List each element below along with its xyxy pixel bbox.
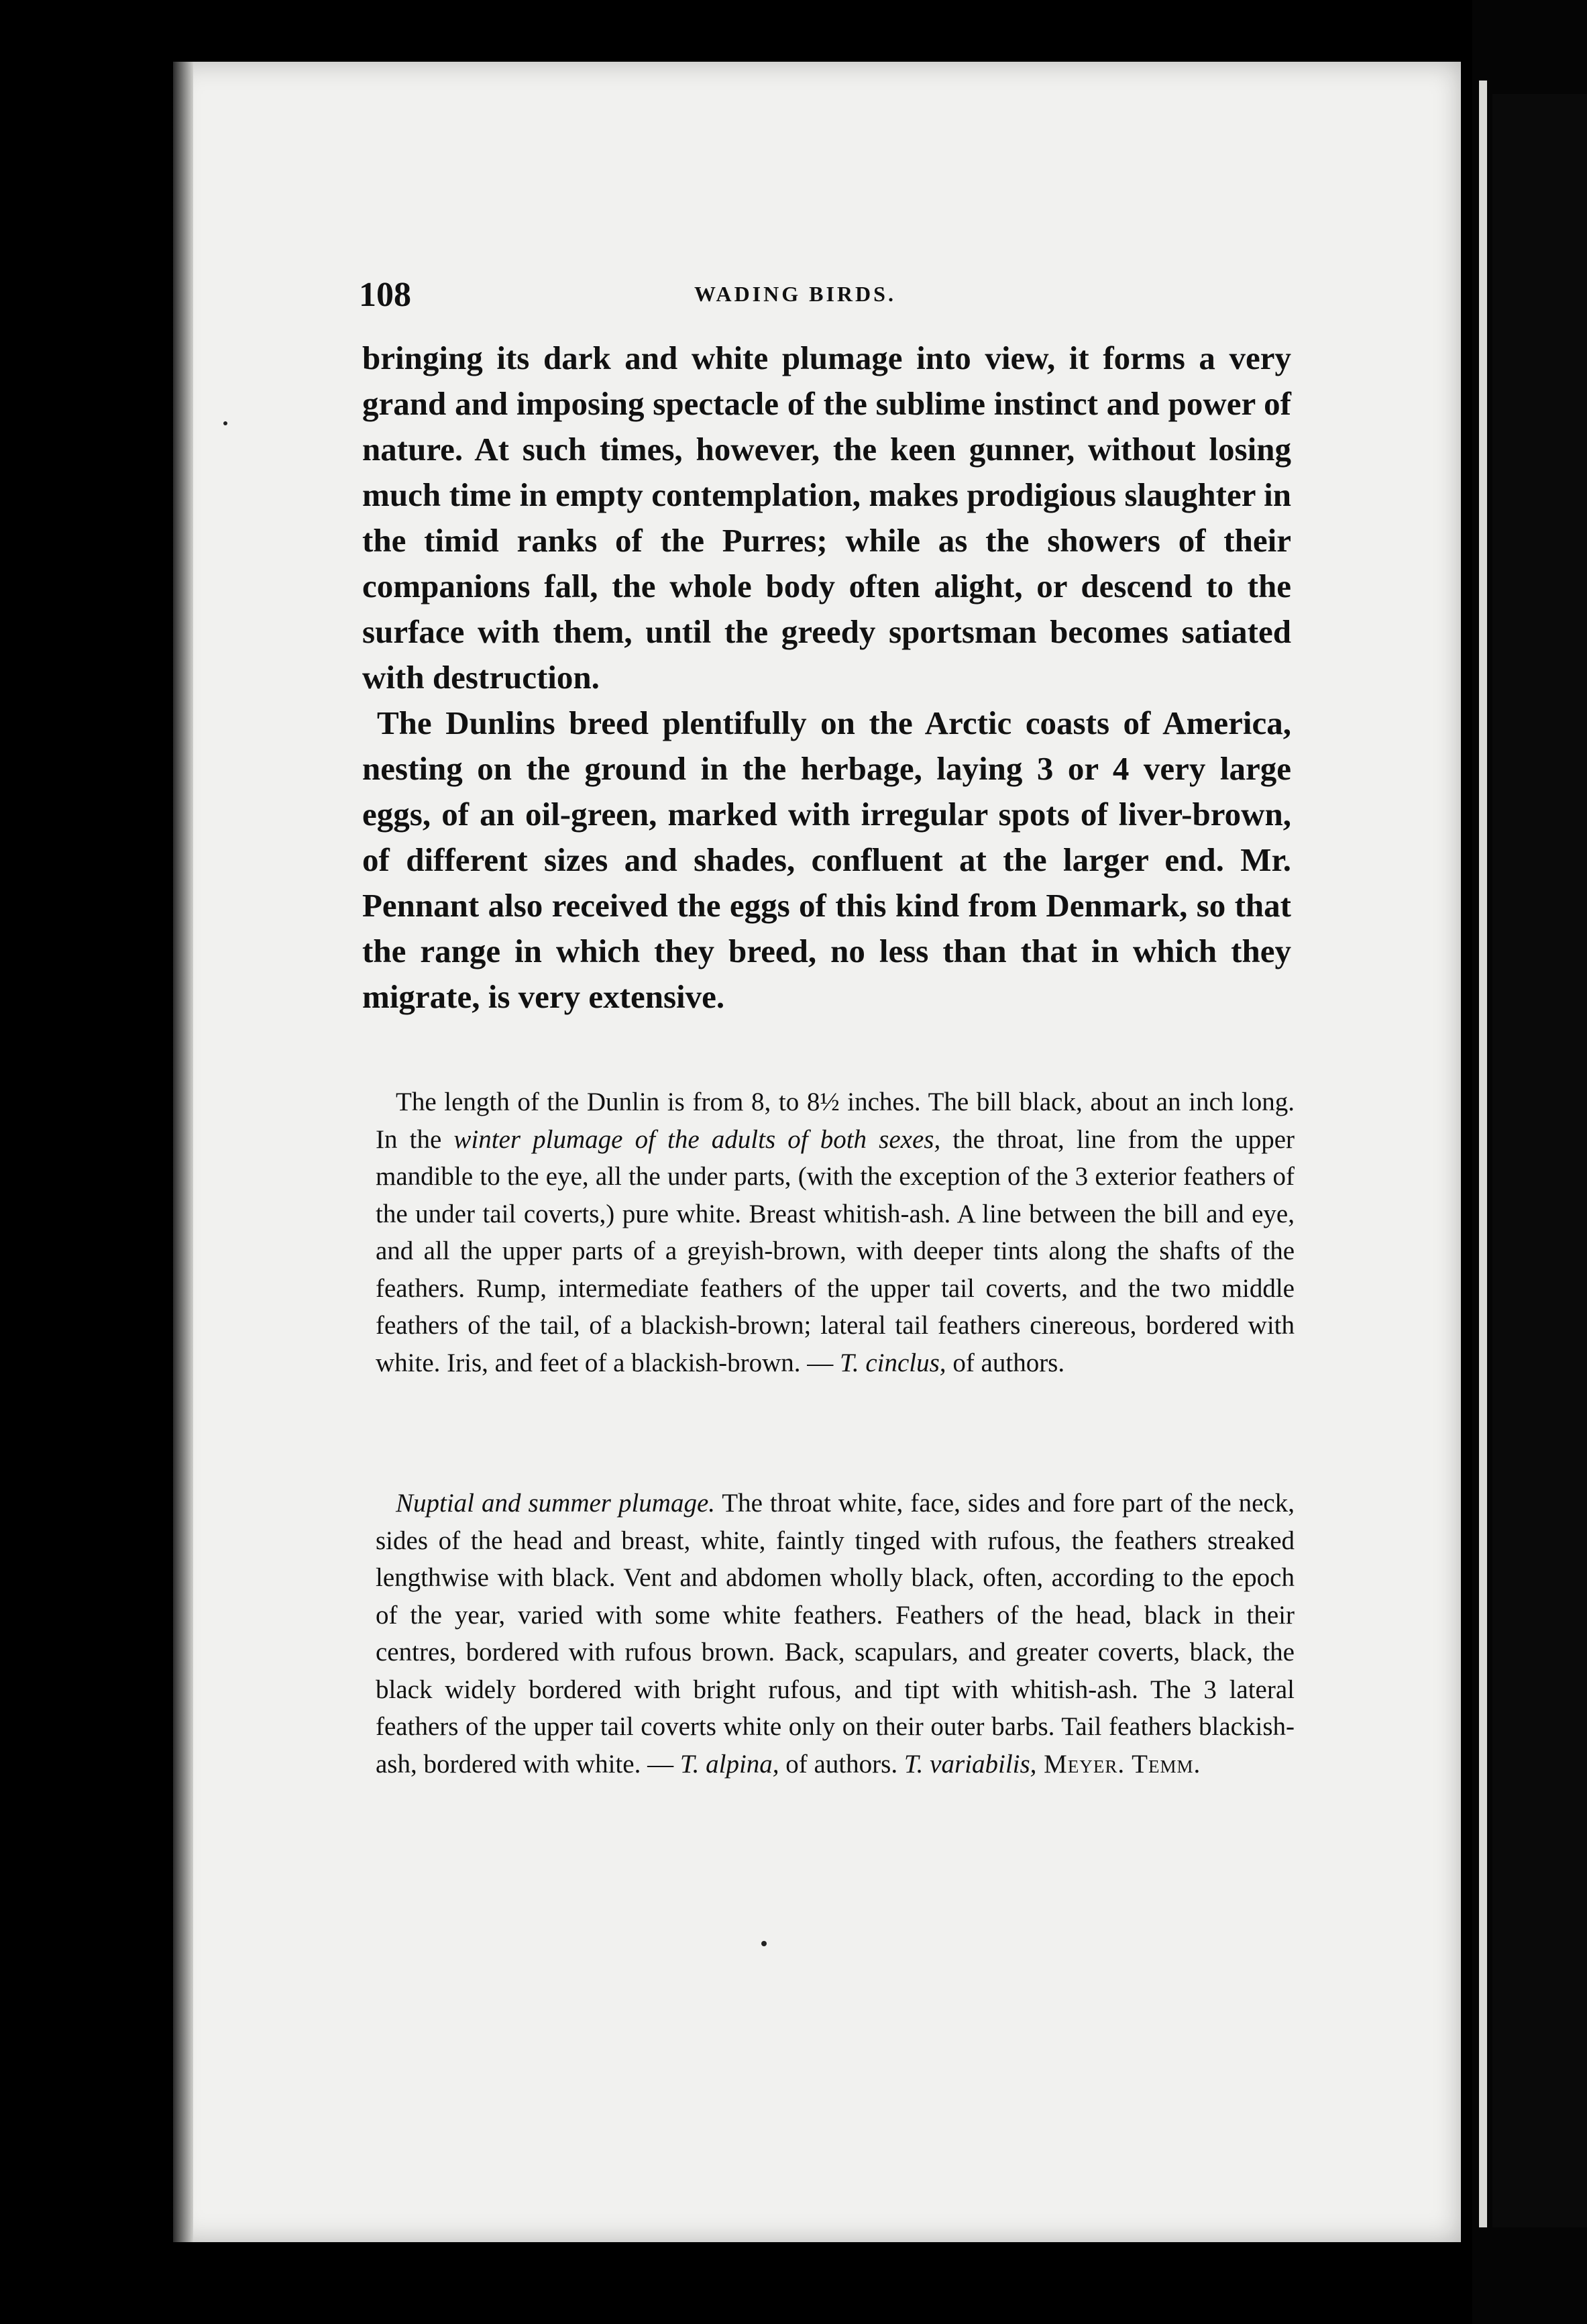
- adjacent-page-dark: [1492, 94, 1587, 2227]
- desc2-species-1: T. alpina,: [679, 1749, 779, 1779]
- desc2-italic-lead: Nuptial and summer plumage.: [396, 1489, 716, 1518]
- page-header: [359, 275, 1311, 315]
- description-paragraph-2: [376, 1485, 1295, 1783]
- summer-plumage-description: [376, 1485, 1295, 1783]
- desc1-end: of authors.: [946, 1348, 1065, 1377]
- adjacent-page-edge: [1479, 81, 1487, 2227]
- winter-plumage-description: [376, 1084, 1295, 1381]
- running-head: WADING BIRDS.: [694, 282, 896, 306]
- desc2-mid: of authors.: [779, 1749, 904, 1779]
- desc1-italic-phrase: winter plumage of the adults of both sexes,: [453, 1124, 941, 1154]
- desc1-text: the throat, line from the upper mandible to the eye, all the under parts, (with the exception of the 3 exterior feathers of the under tail coverts,) pure white. Breast whitish-ash. A line between the bill and eye, and all the upper parts of a greyish-brown, with deeper tints along the shafts of the feathers. Rump, intermediate feathers of the upper tail coverts, and the two middle feathers of the tail, of a blackish-brown; lateral tail feathers cinereous, bordered with white. Iris, and feet of a blackish-brown. —: [376, 1124, 1295, 1377]
- body-paragraph-2: The Dunlins breed plentifully on the Arctic coasts of America, nesting on the ground in the herbage, laying 3 or 4 very large eggs, of an oil-green, marked with irregular spots of liver-brown, of different sizes and shades, confluent at the larger end. Mr. Pennant also received the eggs of this kind from Denmark, so that the range in which they breed, no less than that in which they migrate, is very extensive.: [362, 704, 1291, 1015]
- desc1-intro: The length of the Dunlin is from 8, to 8½ inches. The bill black, about an inch long. In the: [376, 1088, 1295, 1154]
- desc2-text: The throat white, face, sides and fore part of the neck, sides of the head and breast, white, faintly tinged with rufous, the feathers streaked lengthwise with black. Vent and abdomen wholly black, often, according to the epoch of the year, varied with some white feathers. Feathers of the head, black in their centres, bordered with rufous brown. Back, scapulars, and greater coverts, black, the black widely bordered with bright rufous, and tipt with whitish-ash. The 3 lateral feathers of the upper tail coverts white only on their outer barbs. Tail feathers blackish-ash, bordered with white. —: [376, 1489, 1295, 1779]
- body-paragraph-1: bringing its dark and white plumage into view, it forms a very grand and imposing spectacle of the sublime instinct and power of nature. At such times, however, the keen gunner, without losing much time in empty contemplation, makes prodigious slaughter in the timid ranks of the Purres; while as the showers of their companions fall, the whole body often alight, or descend to the surface with them, until the greedy sportsman becomes satiated with destruction.: [362, 339, 1291, 696]
- description-paragraph-1: [376, 1084, 1295, 1381]
- main-text: [362, 335, 1291, 1020]
- page-left-edge: [173, 62, 193, 2242]
- ink-speck: [223, 421, 227, 425]
- desc2-species-2: T. variabilis,: [904, 1749, 1037, 1779]
- page-number: 108: [359, 276, 411, 314]
- ink-speck: [761, 1941, 767, 1946]
- desc2-authority: Meyer. Temm.: [1036, 1749, 1201, 1779]
- desc1-species: T. cinclus,: [840, 1348, 946, 1377]
